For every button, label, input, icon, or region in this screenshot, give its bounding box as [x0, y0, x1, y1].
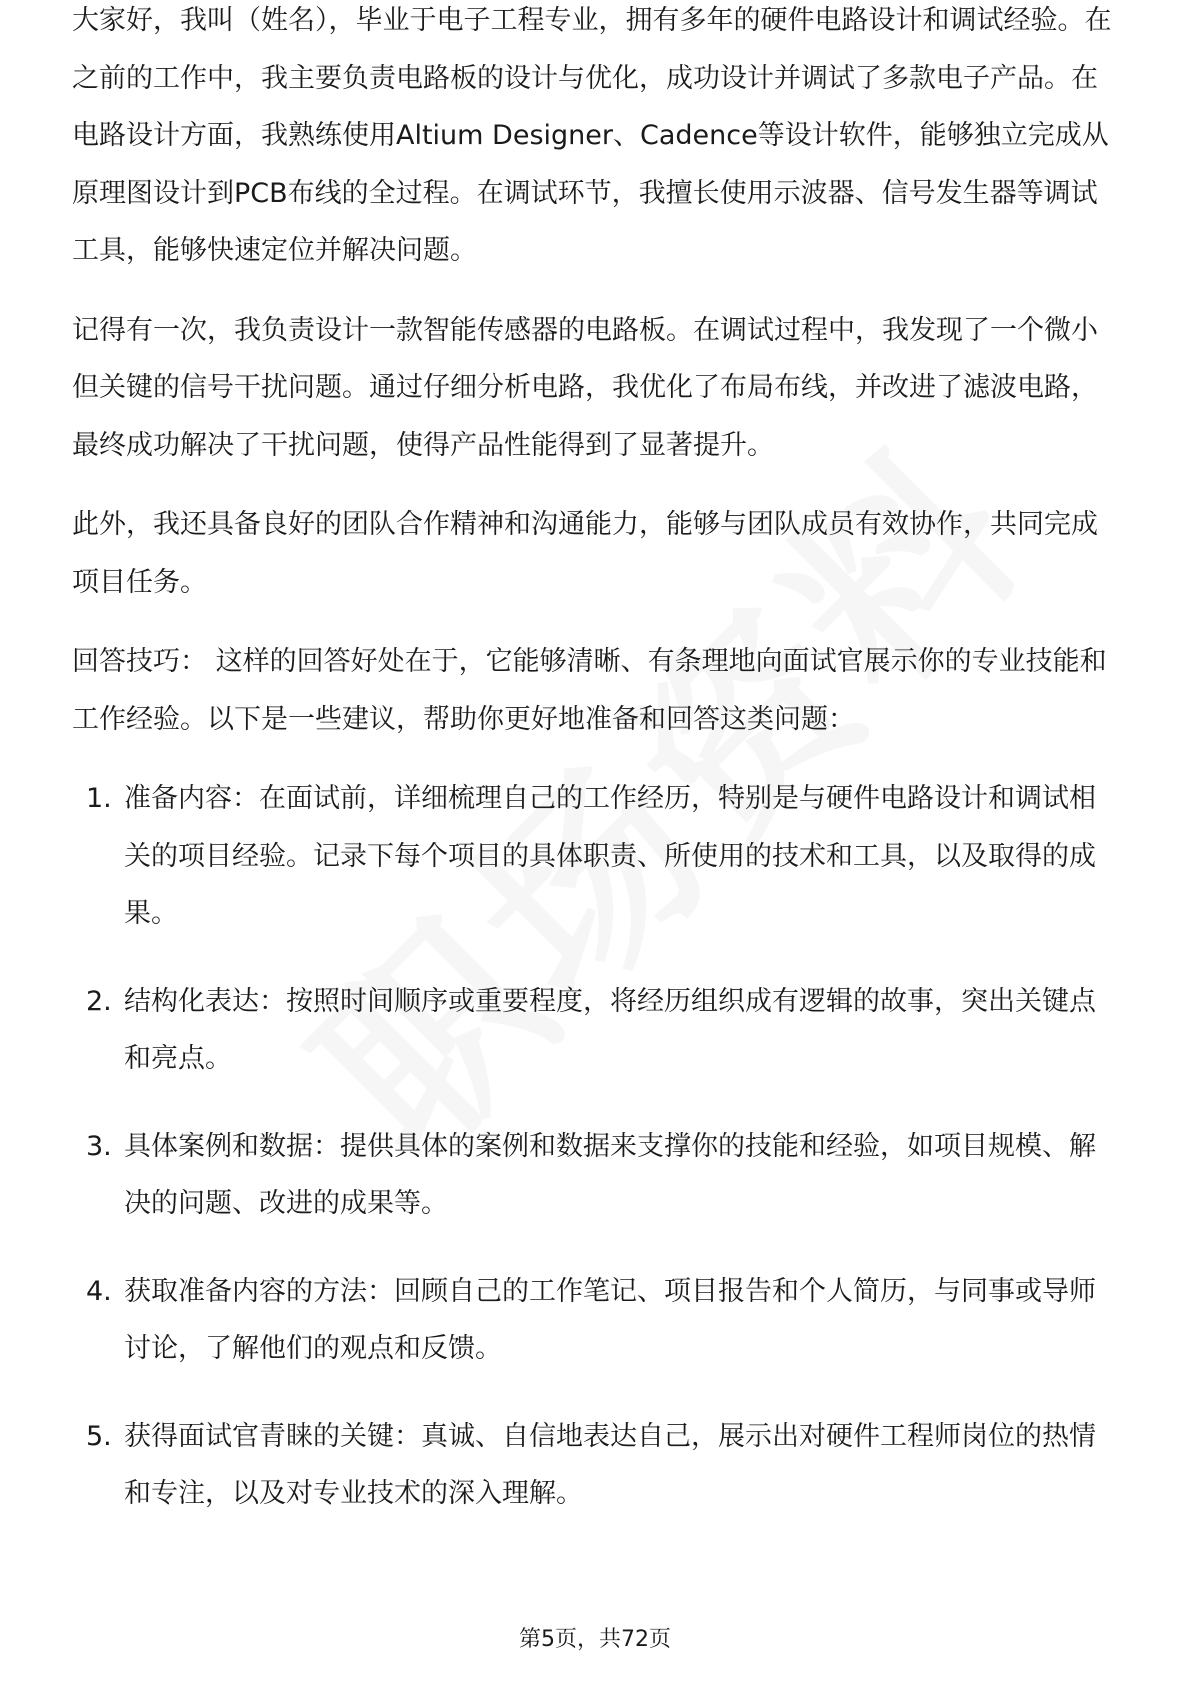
list-item [72, 1118, 1122, 1233]
list-number: 3. [86, 1130, 112, 1162]
page-number-footer: 第5页，共72页 [519, 1627, 671, 1652]
list-number: 5. [86, 1420, 112, 1452]
list-number: 4. [86, 1275, 112, 1307]
list-text: 准备内容：在面试前，详细梳理自己的工作经历，特别是与硬件电路设计和调试相关的项目经验。记录下每个项目的具体职责、所使用的技术和工具，以及取得的成果。 [124, 783, 1096, 929]
list-item [72, 1408, 1122, 1523]
list-item [72, 770, 1122, 943]
list-text: 结构化表达：按照时间顺序或重要程度，将经历组织成有逻辑的故事，突出关键点和亮点。 [124, 985, 1096, 1074]
list-text: 获得面试官青睐的关键：真诚、自信地表达自己，展示出对硬件工程师岗位的热情和专注，以及对专业技术的深入理解。 [124, 1420, 1096, 1509]
list-number: 1. [86, 783, 112, 814]
list-item [72, 1263, 1122, 1378]
tips-list [72, 770, 1122, 1523]
teamwork-paragraph: 此外，我还具备良好的团队合作精神和沟通能力，能够与团队成员有效协作，共同完成项目任务。 [72, 509, 1098, 598]
list-number: 2. [86, 985, 112, 1017]
list-item [72, 973, 1122, 1088]
document-body [72, 5, 1122, 1553]
intro-paragraph: 大家好，我叫（姓名），毕业于电子工程专业，拥有多年的硬件电路设计和调试经验。在之前的工作中，我主要负责电路板的设计与优化，成功设计并调试了多款电子产品。在电路设计方面，我熟练使用Altium Designer、Cadence等设计软件，能够独立完成从原理图设计到PCB布线的全过程。在调试环节，我擅长使用示波器、信号发生器等调试工具，能够快速定位并解决问题。 [72, 5, 1112, 266]
list-text: 具体案例和数据：提供具体的案例和数据来支撑你的技能和经验，如项目规模、解决的问题、改进的成果等。 [124, 1130, 1096, 1219]
tips-intro-paragraph: 回答技巧： 这样的回答好处在于，它能够清晰、有条理地向面试官展示你的专业技能和工作经验。以下是一些建议，帮助你更好地准备和回答这类问题： [72, 646, 1107, 735]
list-text: 获取准备内容的方法：回顾自己的工作笔记、项目报告和个人简历，与同事或导师讨论，了解他们的观点和反馈。 [124, 1275, 1096, 1364]
story-paragraph: 记得有一次，我负责设计一款智能传感器的电路板。在调试过程中，我发现了一个微小但关键的信号干扰问题。通过仔细分析电路，我优化了布局布线，并改进了滤波电路，最终成功解决了干扰问题，使得产品性能得到了显著提升。 [72, 314, 1098, 461]
